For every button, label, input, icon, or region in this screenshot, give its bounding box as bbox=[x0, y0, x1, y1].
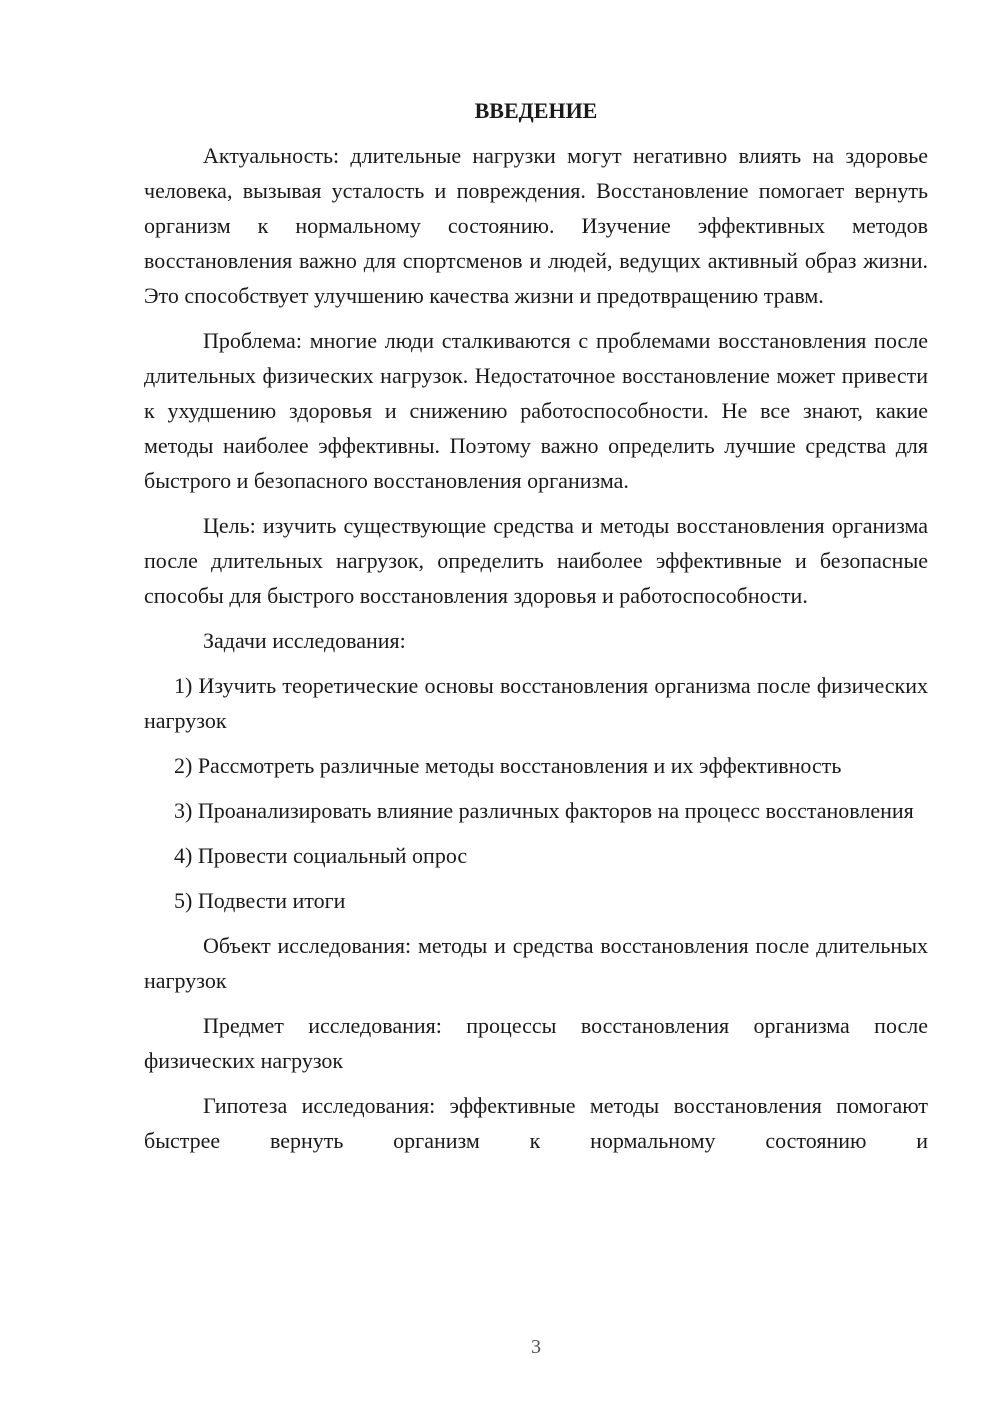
list-item-task-3: 3) Проанализировать влияние различных факторов на процесс восстановления bbox=[174, 798, 914, 823]
list-item-task-5: 5) Подвести итоги bbox=[174, 888, 346, 913]
list-item-task-2: 2) Рассмотреть различные методы восстановления и их эффективность bbox=[174, 753, 842, 778]
paragraph-goal: Цель: изучить существующие средства и методы восстановления организма после длительных нагрузок, определить наиболее эффективные и безопасные способы для быстрого восстановления здоровья и работоспособности. bbox=[144, 513, 928, 608]
paragraph-subject: Предмет исследования: процессы восстановления организма после физических нагрузок bbox=[144, 1013, 928, 1073]
paragraph-hypothesis: Гипотеза исследования: эффективные методы восстановления помогают быстрее вернуть организм к нормальному состоянию и bbox=[144, 1093, 928, 1153]
paragraph-object: Объект исследования: методы и средства восстановления после длительных нагрузок bbox=[144, 933, 928, 993]
page-number: 3 bbox=[531, 1336, 541, 1358]
list-item-task-4: 4) Провести социальный опрос bbox=[174, 843, 468, 868]
page-content bbox=[144, 93, 928, 1168]
paragraph-tasks-intro: Задачи исследования: bbox=[203, 628, 406, 653]
paragraph-relevance: Актуальность: длительные нагрузки могут негативно влиять на здоровье человека, вызывая усталость и повреждения. Восстановление помогает вернуть организм к нормальному состоянию. Изучение эффективных методов восстановления важно для спортсменов и людей, ведущих активный образ жизни. Это способствует улучшению качества жизни и предотвращению травм. bbox=[144, 143, 928, 308]
paragraph-problem: Проблема: многие люди сталкиваются с проблемами восстановления после длительных физических нагрузок. Недостаточное восстановление может привести к ухудшению здоровья и снижению работоспособности. Не все знают, какие методы наиболее эффективны. Поэтому важно определить лучшие средства для быстрого и безопасного восстановления организма. bbox=[144, 328, 928, 493]
section-heading: ВВЕДЕНИЕ bbox=[474, 98, 598, 123]
list-item-task-1: 1) Изучить теоретические основы восстановления организма после физических нагрузок bbox=[144, 673, 928, 733]
